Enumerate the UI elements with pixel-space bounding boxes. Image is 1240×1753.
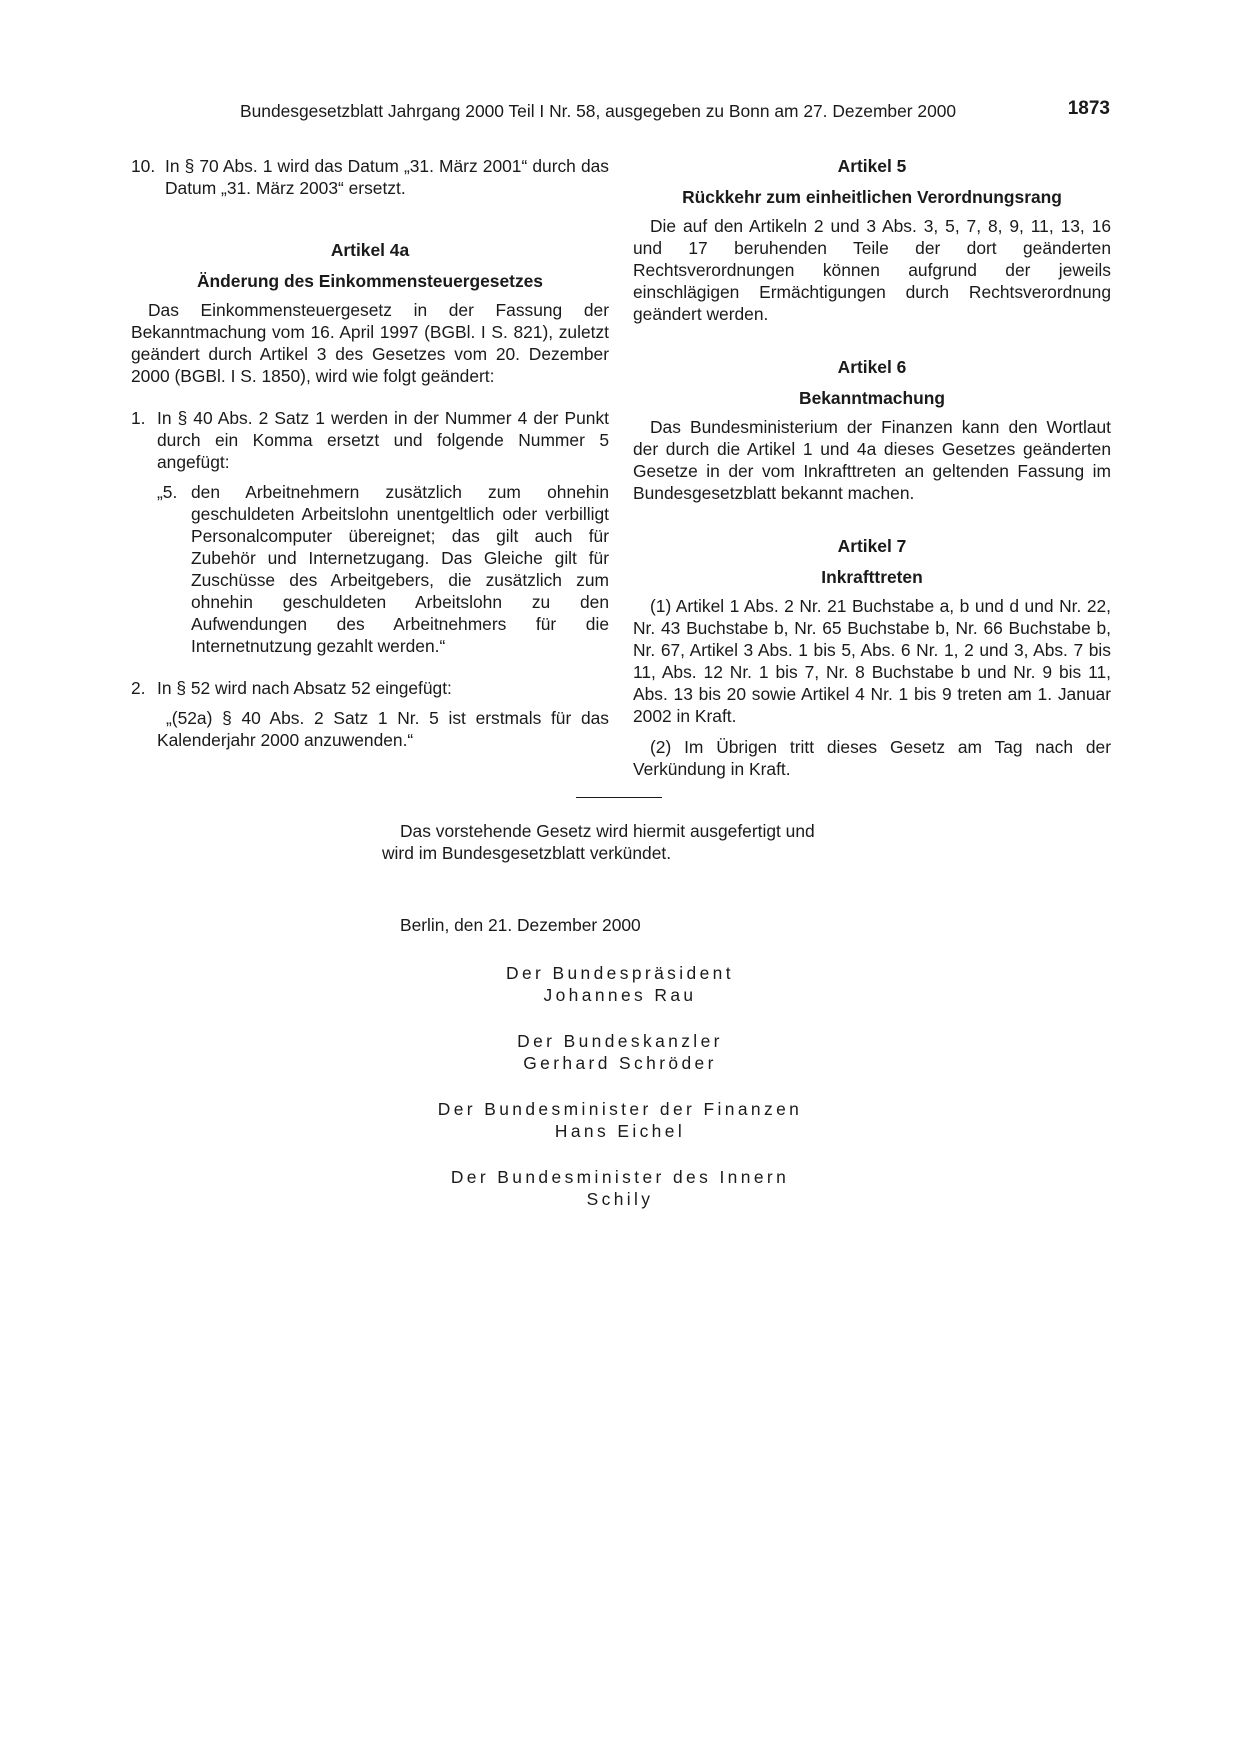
signatory-name: Hans Eichel xyxy=(554,1121,686,1141)
article-6-heading: Artikel 6 xyxy=(837,357,907,377)
article-7-title: Inkrafttreten xyxy=(821,567,923,587)
article-4a-title: Änderung des Einkommensteuergesetzes xyxy=(197,271,543,291)
signatory-office: Der Bundespräsident xyxy=(506,963,734,983)
article-7-heading: Artikel 7 xyxy=(837,536,907,556)
signatures xyxy=(240,962,1000,1234)
article-5-text: Die auf den Artikeln 2 und 3 Abs. 3, 5, 7, 8, 9, 11, 13, 16 und 17 beruhenden Teile der dort geänderten Rechtsverordnungen können aufgrund der jeweils einschlägigen Ermächtigungen durch Rechtsverordnung geändert werden. xyxy=(633,216,1111,324)
article-7-paragraph-1: (1) Artikel 1 Abs. 2 Nr. 21 Buchstabe a, b und d und Nr. 22, Nr. 43 Buchstabe b, Nr. 65 Buchstabe b, Nr. 66 Buchstabe b, Nr. 67, Artikel 3 Abs. 1 bis 5, Abs. 6 Nr. 1, 2 und 3, Abs. 7 bis 11, Abs. 12 Nr. 1 bis 7, Nr. 8 Buchstabe b und Nr. 9 bis 11, Abs. 13 bis 20 sowie Artikel 4 Nr. 1 bis 9 treten am 1. Januar 2002 in Kraft. xyxy=(633,596,1111,726)
signature-block xyxy=(240,1098,1000,1142)
item-2-quote: „(52a) § 40 Abs. 2 Satz 1 Nr. 5 ist erstmals für das Kalenderjahr 2000 anzuwenden.“ xyxy=(157,708,609,750)
item-10 xyxy=(131,155,609,199)
enactment-formula xyxy=(382,820,862,864)
signature-block xyxy=(240,962,1000,1006)
signatory-office: Der Bundesminister des Innern xyxy=(450,1167,790,1187)
item-1-new-number-5 xyxy=(157,481,609,657)
article-4a-heading: Artikel 4a xyxy=(330,240,410,260)
enactment-line-1: Das vorstehende Gesetz wird hiermit ausgefertigt und xyxy=(400,821,815,841)
article-4a-intro: Das Einkommensteuergesetz in der Fassung der Bekanntmachung vom 16. April 1997 (BGBl. I S. 821), zuletzt geändert durch Artikel 3 des Gesetzes vom 20. Dezember 2000 (BGBl. I S. 1850), wird wie folgt geändert: xyxy=(131,300,609,386)
signatory-name: Schily xyxy=(586,1189,654,1209)
left-column xyxy=(131,155,609,751)
article-7-paragraph-2: (2) Im Übrigen tritt dieses Gesetz am Tag nach der Verkündung in Kraft. xyxy=(633,737,1111,779)
page-number: 1873 xyxy=(1067,98,1110,119)
article-6-text: Das Bundesministerium der Finanzen kann den Wortlaut der durch die Artikel 1 und 4a dieses Gesetzes geänderten Gesetze in der vom Inkrafttreten an geltenden Fassung im Bundesgesetzblatt bekannt machen. xyxy=(633,417,1111,503)
running-title: Bundesgesetzblatt Jahrgang 2000 Teil I Nr. 58, ausgegeben zu Bonn am 27. Dezember 2000 xyxy=(240,101,957,121)
signatory-office: Der Bundesminister der Finanzen xyxy=(437,1099,803,1119)
item-1-text: In § 40 Abs. 2 Satz 1 werden in der Nummer 4 der Punkt durch ein Komma ersetzt und folgende Nummer 5 angefügt: xyxy=(157,408,609,472)
signature-block xyxy=(240,1030,1000,1074)
article-6-title: Bekanntmachung xyxy=(799,388,945,408)
place-and-date: Berlin, den 21. Dezember 2000 xyxy=(400,915,641,935)
enactment-line-2: wird im Bundesgesetzblatt verkündet. xyxy=(382,843,672,863)
article-5-heading: Artikel 5 xyxy=(837,156,907,176)
signatory-name: Gerhard Schröder xyxy=(523,1053,717,1073)
item-2-text: In § 52 wird nach Absatz 52 eingefügt: xyxy=(157,678,452,698)
article-5-title: Rückkehr zum einheitlichen Verordnungsrang xyxy=(682,187,1062,207)
article-4a-item-2 xyxy=(131,677,609,699)
right-column xyxy=(633,155,1111,780)
signatory-name: Johannes Rau xyxy=(543,985,697,1005)
separator-rule xyxy=(576,797,662,798)
signatory-office: Der Bundeskanzler xyxy=(517,1031,723,1051)
item-2-number: 2. xyxy=(131,678,146,698)
item-10-text: In § 70 Abs. 1 wird das Datum „31. März 2001“ durch das Datum „31. März 2003“ ersetzt. xyxy=(165,156,609,198)
article-4a-item-1 xyxy=(131,407,609,473)
new-number-5-label: „5. xyxy=(157,482,178,502)
new-number-5-text: den Arbeitnehmern zusätzlich zum ohnehin geschuldeten Arbeitslohn unentgeltlich oder verbilligt Personalcomputer übereignet; das gilt auch für Zubehör und Internetzugang. Das Gleiche gilt für Zuschüsse des Arbeitgebers, die zusätzlich zum ohnehin geschuldeten Arbeitslohn zu den Aufwendungen des Arbeitnehmers für die Internetnutzung gezahlt werden.“ xyxy=(191,482,609,656)
signature-block xyxy=(240,1166,1000,1210)
item-1-number: 1. xyxy=(131,408,146,428)
item-10-number: 10. xyxy=(131,156,156,176)
